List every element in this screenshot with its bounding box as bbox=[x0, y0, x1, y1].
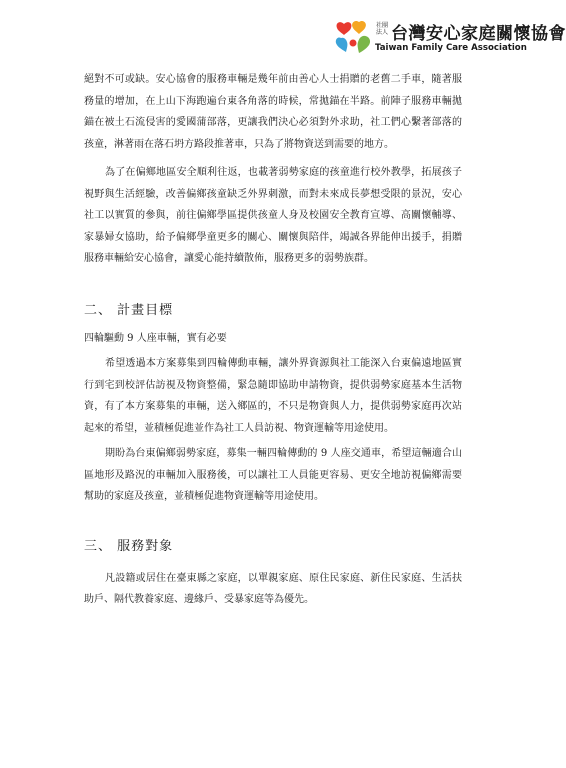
org-badge: 社團法人 bbox=[375, 22, 388, 36]
section-heading: 三、 服務對象 bbox=[84, 538, 174, 554]
paragraph: 期盼為台東偏鄉弱勢家庭，募集一輛四輪傳動的 9 人座交通車，希望這輛適合山區地形及路況的車輛加入服務後，可以讓社工人員能更容易、更安全地訪視偏鄉需要幫助的家庭及孩童，並積極促進物資運輸等用途使用。 bbox=[84, 448, 462, 502]
section-subheading: 四輪驅動 9 人座車輛，實有必要 bbox=[84, 332, 227, 344]
paragraph: 為了在偏鄉地區安全順利往返，也載著弱勢家庭的孩童進行校外教學，拓展孩子視野與生活經驗，改善偏鄉孩童缺乏外界刺激，而對未來成長夢想受限的景況，安心社工以實質的參與，前往偏鄉學區提供孩童人身及校園安全教育宣導、高關懷輔導、家暴婦女協助，給予偏鄉學童更多的關心、關懷與陪伴，竭誠各界能伸出援手，捐贈服務車輛給安心協會，讓愛心能持續散佈，服務更多的弱勢族群。 bbox=[84, 167, 462, 264]
org-logo bbox=[335, 18, 566, 60]
org-name-zh: 台灣安心家庭關懷協會 bbox=[391, 24, 566, 44]
paragraph: 希望透過本方案募集到四輪傳動車輛，讓外界資源與社工能深入台東偏遠地區實行到宅到校評估訪視及物資整備，緊急隨即協助申請物資，提供弱勢家庭基本生活物資，有了本方案募集的車輛，送入鄉區的，不只是物資與人力，提供弱勢家庭再次站起來的希望，並積極促進並作為社工人員訪視、物資運輸等用途使用。 bbox=[84, 358, 462, 434]
family-hearts-icon bbox=[335, 20, 373, 56]
paragraph: 凡設籍或居住在臺東縣之家庭，以單親家庭、原住民家庭、新住民家庭、生活扶助戶、隔代教養家庭、邊緣戶、受暴家庭等為優先。 bbox=[84, 572, 462, 605]
document-body bbox=[84, 69, 462, 611]
section-heading: 二、 計畫目標 bbox=[84, 302, 174, 318]
org-name-en: Taiwan Family Care Association bbox=[375, 43, 527, 53]
paragraph: 絕對不可或缺。安心協會的服務車輛是幾年前由善心人士捐贈的老舊二手車，隨著服務量的增加，在上山下海跑遍台東各角落的時候，常拋錨在半路。前陣子服務車輛拋錨在被土石流侵害的愛國蒲部落，更讓我們決心必須對外求助，社工們心繫著部落的孩童，淋著雨在落石坍方路段推著車，只為了將物資送到需要的地方。 bbox=[84, 74, 462, 150]
